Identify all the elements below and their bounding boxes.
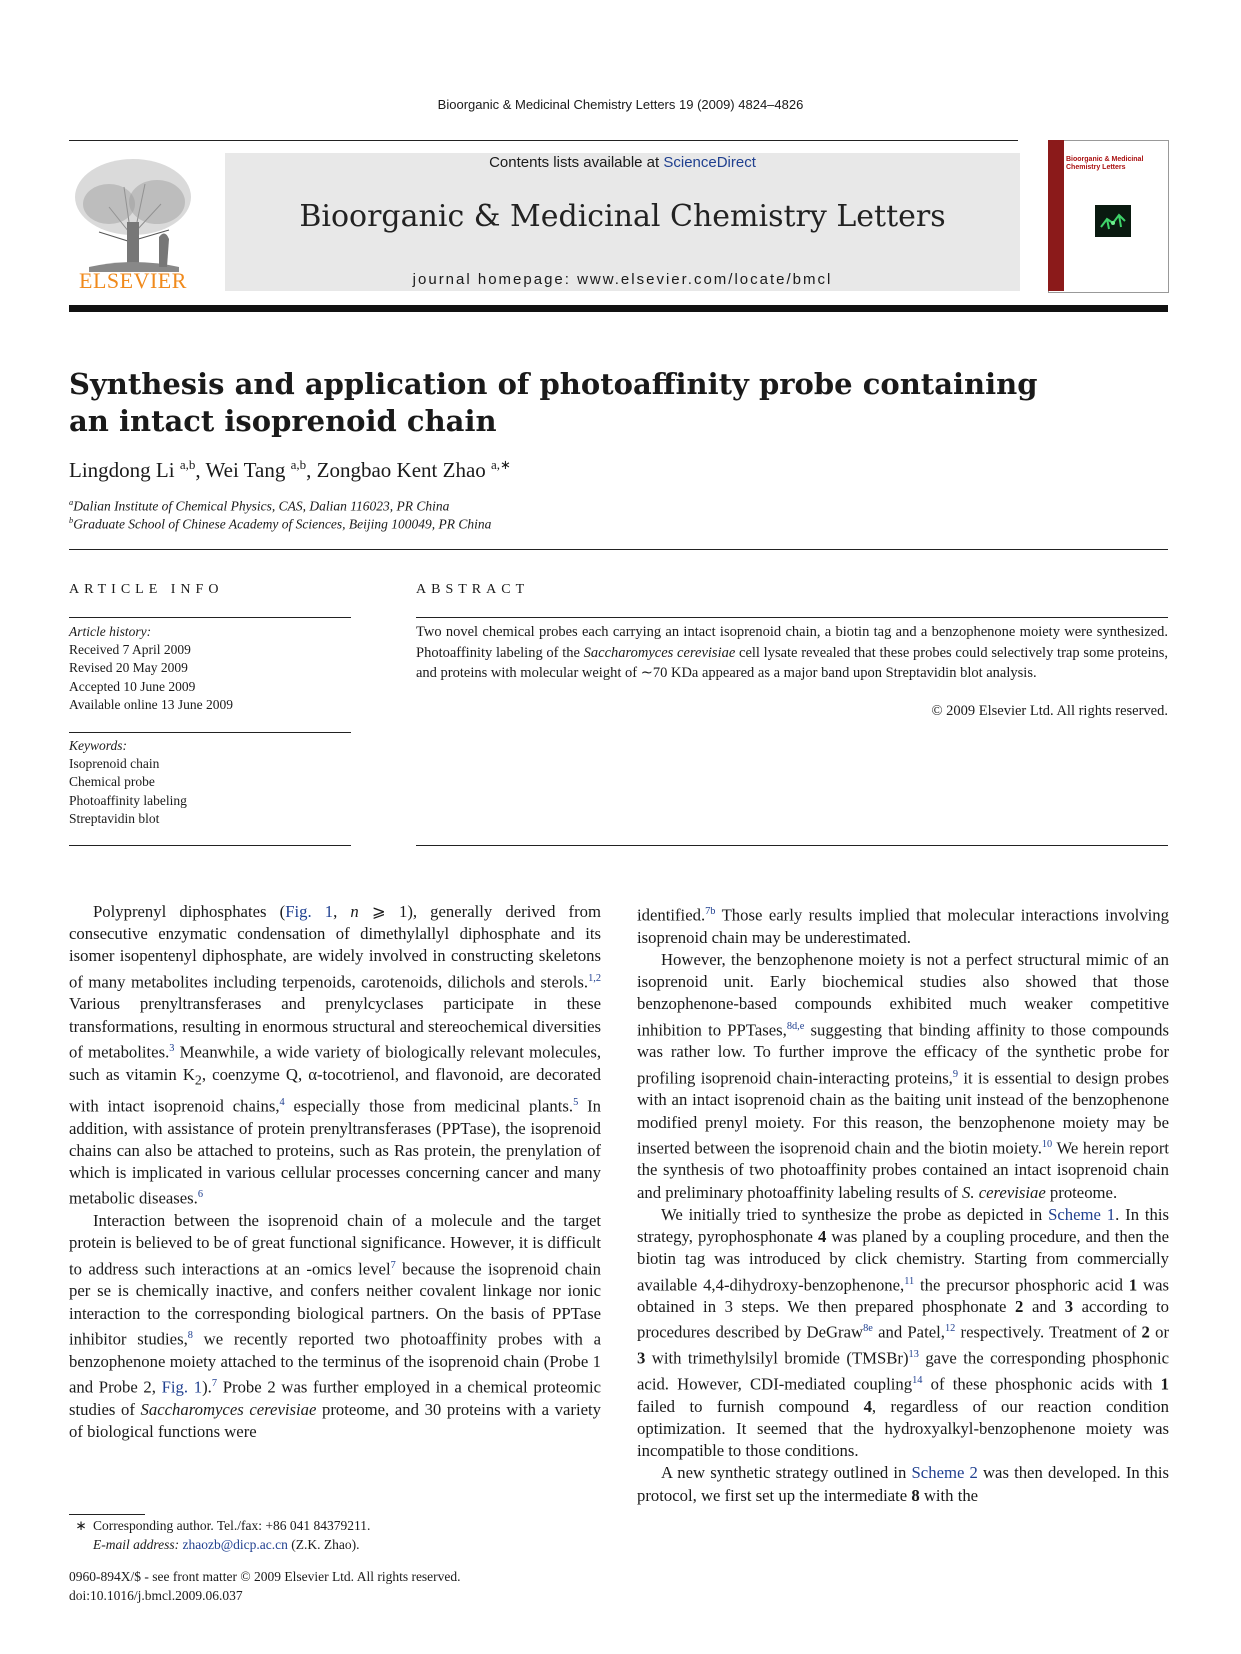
body-column-left (69, 901, 601, 1443)
text-run: We herein report the synthesis of two photoaffinity probes contained an intact isoprenoid chain and preliminary photoaffinity labeling results of (637, 1138, 1170, 1202)
text-run: was obtained in 3 steps. We then prepared phosphonate (637, 1275, 1169, 1317)
compound-number: 8 (911, 1485, 920, 1505)
citation-ref[interactable]: 7 (390, 1259, 396, 1271)
italic-text: n (350, 902, 359, 921)
text-run: with the (919, 1485, 979, 1505)
corresponding-author: Corresponding author. Tel./fax: +86 041 84379211. (93, 1518, 371, 1533)
text-run: , coenzyme Q, α-tocotrienol, and flavonoid, are decorated with intact isoprenoid chains, (69, 1064, 601, 1116)
text-run: gave the corresponding phosphonic acid. However, CDI-mediated coupling (637, 1348, 1169, 1394)
abstract-text: Two novel chemical probes each carrying an intact isoprenoid chain, a biotin tag and a benzophenone moiety were synthesized. Photoaffinity labeling of the Saccharomyces cerevisiae cell lysate revealed that these probes could selectively trap some proteins, and proteins with molecular weight of ∼70 KDa appeared as a major band upon Streptavidin blot analysis. (416, 624, 1168, 681)
text-run: Interaction between the isoprenoid chain of a molecule and the target protein is believed to be of great functional significance. However, it is difficult to address such interactions at an -omics level (69, 1211, 601, 1279)
text-run: Polyprenyl diphosphates ( (93, 902, 286, 921)
compound-number: 4 (818, 1227, 827, 1247)
text-run: of these phosphonic acids with (922, 1374, 1161, 1394)
text-run: Probe 2 was further employed in a chemical proteomic studies of (69, 1377, 602, 1419)
sciencedirect-link[interactable]: ScienceDirect (663, 154, 756, 171)
history-label: Article history: (69, 624, 152, 639)
issn-line: 0960-894X/$ - see front matter © 2009 Elsevier Ltd. All rights reserved. (69, 1569, 461, 1584)
abstract-heading: ABSTRACT (416, 582, 530, 597)
citation-ref[interactable]: 7 (211, 1377, 218, 1389)
figure-link[interactable]: Scheme 1 (1048, 1204, 1116, 1224)
contents-prefix: Contents lists available at (489, 154, 664, 171)
italic-text: Saccharomyces cerevisiae (140, 1399, 317, 1419)
history-accepted: Accepted 10 June 2009 (69, 678, 196, 694)
citation-ref[interactable]: 1,2 (588, 972, 601, 984)
text-run: , (333, 902, 351, 921)
footnote (69, 1516, 601, 1554)
compound-number: 3 (1064, 1297, 1074, 1317)
keyword-item: Isoprenoid chain (69, 756, 160, 772)
citation-ref[interactable]: 8e (863, 1323, 873, 1335)
history-online: Available online 13 June 2009 (69, 696, 233, 712)
citation-ref[interactable]: 5 (573, 1097, 579, 1109)
text-run: , regardless of our reaction condition optimization. It seemed that the hydroxyalkyl-benzophenone moiety was incompatible to those conditions. (637, 1396, 1169, 1461)
cover-title: Bioorganic & Medicinal Chemistry Letters (1066, 156, 1144, 171)
keyword-item: Streptavidin blot (69, 810, 160, 826)
article-title: Synthesis and application of photoaffinity probe containing an intact isoprenoid chain (69, 367, 1038, 438)
text-run: Various prenyltransferases and prenylcyclases participate in these transformations, resulting in enormous structural and stereochemical diversities of metabolites. (69, 994, 601, 1062)
text-run: ). (202, 1377, 212, 1397)
italic-text: S. cerevisiae (962, 1182, 1046, 1202)
text-run: and Patel, (872, 1323, 945, 1343)
text-run: or (1149, 1323, 1169, 1343)
text-run: and (1023, 1297, 1065, 1317)
cover-spine (1048, 140, 1064, 291)
citation-ref[interactable]: 8 (187, 1329, 193, 1341)
text-run: we recently reported two photoaffinity probes with a benzophenone moiety attached to the terminus of the isoprenoid chain (Probe 1 and Probe 2, (69, 1329, 601, 1397)
affiliation-a: $^a$Dalian Institute of Chemical Physics, CAS, Dalian 116023, PR China (69, 498, 450, 514)
text-run: with trimethylsilyl bromide (TMSBr) (645, 1348, 909, 1368)
citation-ref[interactable]: 10 (1041, 1138, 1053, 1150)
compound-number: 3 (637, 1348, 646, 1368)
author-name: Zongbao Kent Zhao (316, 458, 486, 482)
figure-link[interactable]: Fig. 1 (161, 1377, 203, 1397)
figure-link[interactable]: Scheme 2 (911, 1463, 978, 1483)
body-paragraph (69, 901, 601, 1210)
compound-number: 4 (863, 1396, 872, 1416)
text-run: proteome. (1045, 1182, 1118, 1202)
header-thick-rule (69, 305, 1168, 312)
subscript: 2 (194, 1072, 202, 1088)
text-run: We initially tried to synthesize the probe as depicted in (661, 1204, 1049, 1224)
info-rule-middle (69, 732, 351, 733)
front-matter (69, 1567, 461, 1605)
compound-number: 2 (1015, 1297, 1024, 1317)
text-run: the precursor phosphoric acid (914, 1275, 1129, 1295)
doi-line[interactable]: doi:10.1016/j.bmcl.2009.06.037 (69, 1588, 243, 1603)
history-received: Received 7 April 2009 (69, 642, 191, 658)
author-affiliation-mark: a,b (290, 457, 307, 472)
text-run: according to procedures described by DeGraw (637, 1297, 1169, 1343)
article-info-heading: ARTICLE INFO (69, 582, 224, 597)
citation-ref[interactable]: 11 (904, 1275, 915, 1287)
journal-homepage[interactable]: journal homepage: www.elsevier.com/locate/bmcl (412, 271, 833, 288)
author-name: Lingdong Li (69, 458, 175, 482)
info-rule-top (69, 617, 351, 618)
body-paragraph (637, 901, 1169, 949)
figure-link[interactable]: Fig. 1 (285, 902, 334, 921)
body-column-right (637, 901, 1169, 1507)
text-run: respectively. Treatment of (955, 1323, 1142, 1343)
email-suffix: (Z.K. Zhao). (287, 1537, 360, 1552)
footnote-rule (69, 1514, 145, 1515)
text-run: A new synthetic strategy outlined in (661, 1463, 912, 1483)
compound-number: 1 (1160, 1374, 1169, 1394)
body-paragraph (637, 1204, 1169, 1462)
cover-molecule-image (1095, 205, 1131, 237)
text-run: suggesting that binding affinity to those compounds was rather low. To further improve the efficacy of the synthetic probe for profiling isoprenoid chain-interacting proteins, (637, 1020, 1169, 1088)
email-link[interactable]: zhaozb@dicp.ac.cn (182, 1537, 288, 1552)
citation-ref[interactable]: 7b (705, 906, 716, 917)
contents-line (225, 154, 1020, 171)
text-run: proteome, and 30 proteins with a variety of biological functions were (69, 1399, 602, 1441)
text-run: especially those from medicinal plants. (284, 1096, 574, 1116)
text-run: Those early results implied that molecular interactions involving isoprenoid chain may be underestimated. (637, 905, 1169, 947)
compound-number: 1 (1128, 1275, 1138, 1295)
body-paragraph (69, 1210, 601, 1443)
affiliation-rule (69, 549, 1168, 550)
text-run: identified. (637, 905, 706, 925)
text-run: . In this strategy, pyrophosphonate (637, 1204, 1170, 1247)
text-run: because the isoprenoid chain per se is chemically inactive, and confers neither covalent linkage nor ionic interaction to the corresponding biological partners. On the basis of PPTase inhibitor studies, (69, 1259, 601, 1349)
running-head: Bioorganic & Medicinal Chemistry Letters 19 (2009) 4824–4826 (437, 97, 804, 112)
author-list: Lingdong Li $^{a,b}$, Wei Tang $^{a,b}$, Zongbao Kent Zhao $^{a,∗}$ (69, 457, 511, 482)
keywords (69, 737, 351, 828)
journal-title: Bioorganic & Medicinal Chemistry Letters (299, 199, 946, 234)
text-run: However, the benzophenone moiety is not a perfect structural mimic of an isoprenoid unit. Early biochemical studies also showed that those benzophenone-based compounds exhibited much weaker competitive inhibition to PPTases, (637, 949, 1169, 1040)
history-revised: Revised 20 May 2009 (69, 660, 188, 676)
citation-ref[interactable]: 6 (197, 1189, 203, 1201)
abstract-copyright: © 2009 Elsevier Ltd. All rights reserved. (931, 703, 1168, 719)
author-affiliation-mark: a,∗ (491, 457, 511, 472)
info-rule-bottom (69, 845, 351, 846)
citation-ref[interactable]: 13 (908, 1349, 919, 1361)
text-run: ⩾ 1), generally derived from consecutive enzymatic condensation of dimethylallyl diphosphate and its isomer isopentenyl diphosphate, are widely involved in constructing skeletons of many metabolites including terpenoids, carotenoids, dilichols and sterols. (69, 902, 601, 992)
citation-ref[interactable]: 14 (912, 1375, 923, 1386)
citation-ref[interactable]: 8d,e (786, 1020, 805, 1032)
author-name: Wei Tang (205, 458, 286, 482)
text-run: it is essential to design probes with an intact isoprenoid chain as the baiting unit instead of the benzophenone modified prenyl moiety. For this reason, the benzophenone moiety may be inserted between the isoprenoid chain and the biotin moiety. (637, 1068, 1169, 1158)
citation-ref[interactable]: 4 (279, 1097, 285, 1109)
body-paragraph (637, 1462, 1169, 1506)
abstract-rule-top (416, 617, 1168, 618)
author-affiliation-mark: a,b (179, 457, 196, 472)
text-run: In addition, with assistance of protein prenyltransferases (PPTase), the isoprenoid chains can also be attached to proteins, such as Ras protein, the prenylation of which is implicated in various cellular processes concerning cancer and many metabolic diseases. (69, 1096, 601, 1209)
keyword-item: Chemical probe (69, 774, 155, 790)
text-run: was planed by a coupling procedure, and then the biotin tag was introduced by click chemistry. Starting from commercially available 4,4-dihydroxy-benzophenone, (637, 1227, 1169, 1295)
header-rule (69, 140, 1018, 141)
footnote-star: ∗ (75, 1518, 87, 1533)
citation-ref[interactable]: 9 (952, 1068, 959, 1080)
elsevier-wordmark: ELSEVIER (79, 268, 187, 293)
text-run: was then developed. In this protocol, we first set up the intermediate (637, 1463, 1169, 1505)
body-paragraph (637, 949, 1169, 1204)
citation-ref[interactable]: 3 (169, 1042, 175, 1054)
affiliation-b: $^b$Graduate School of Chinese Academy of Sciences, Beijing 100049, PR China (69, 516, 492, 532)
compound-number: 2 (1141, 1323, 1150, 1343)
abstract-rule-bottom (416, 845, 1168, 846)
article-history (69, 623, 351, 714)
citation-ref[interactable]: 12 (944, 1323, 956, 1335)
text-run: Meanwhile, a wide variety of biologically relevant molecules, such as vitamin K (69, 1042, 601, 1084)
keyword-item: Photoaffinity labeling (69, 792, 187, 808)
keywords-label: Keywords: (69, 738, 127, 753)
text-run: failed to furnish compound (637, 1396, 864, 1416)
email-label: E-mail address: (93, 1537, 180, 1552)
